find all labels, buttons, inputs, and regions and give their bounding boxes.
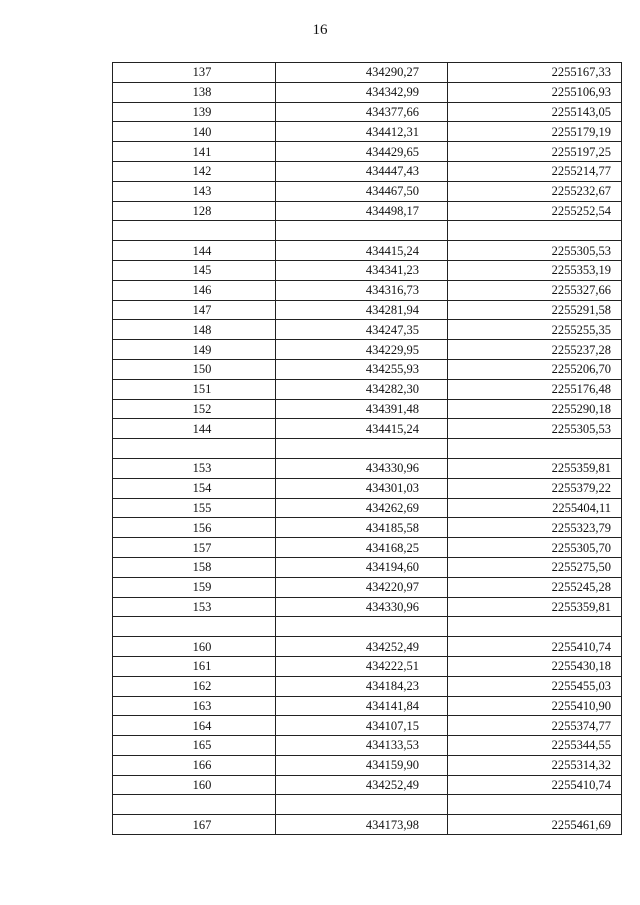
y-coordinate-cell: 2255430,18 bbox=[448, 656, 622, 676]
y-coordinate-cell: 2255410,74 bbox=[448, 775, 622, 795]
point-number-cell: 138 bbox=[113, 82, 276, 102]
y-coordinate-cell: 2255143,05 bbox=[448, 102, 622, 122]
x-coordinate-cell: 434222,51 bbox=[276, 656, 448, 676]
x-coordinate-cell: 434316,73 bbox=[276, 280, 448, 300]
y-coordinate-cell: 2255314,32 bbox=[448, 755, 622, 775]
y-coordinate-cell bbox=[448, 795, 622, 815]
table-row bbox=[113, 577, 622, 597]
point-number-cell: 164 bbox=[113, 716, 276, 736]
table-row bbox=[113, 419, 622, 439]
x-coordinate-cell: 434247,35 bbox=[276, 320, 448, 340]
y-coordinate-cell bbox=[448, 617, 622, 637]
table-row bbox=[113, 557, 622, 577]
x-coordinate-cell: 434301,03 bbox=[276, 478, 448, 498]
x-coordinate-cell: 434159,90 bbox=[276, 755, 448, 775]
table-row bbox=[113, 122, 622, 142]
x-coordinate-cell: 434391,48 bbox=[276, 399, 448, 419]
table-row bbox=[113, 815, 622, 835]
x-coordinate-cell: 434107,15 bbox=[276, 716, 448, 736]
x-coordinate-cell: 434133,53 bbox=[276, 736, 448, 756]
x-coordinate-cell: 434342,99 bbox=[276, 82, 448, 102]
y-coordinate-cell bbox=[448, 221, 622, 241]
x-coordinate-cell: 434184,23 bbox=[276, 676, 448, 696]
separator-row bbox=[113, 617, 622, 637]
point-number-cell: 146 bbox=[113, 280, 276, 300]
y-coordinate-cell: 2255176,48 bbox=[448, 379, 622, 399]
table-row bbox=[113, 498, 622, 518]
x-coordinate-cell: 434467,50 bbox=[276, 181, 448, 201]
point-number-cell: 159 bbox=[113, 577, 276, 597]
y-coordinate-cell: 2255206,70 bbox=[448, 359, 622, 379]
x-coordinate-cell: 434252,49 bbox=[276, 775, 448, 795]
table-row bbox=[113, 597, 622, 617]
x-coordinate-cell: 434377,66 bbox=[276, 102, 448, 122]
table-row bbox=[113, 260, 622, 280]
y-coordinate-cell: 2255359,81 bbox=[448, 597, 622, 617]
x-coordinate-cell: 434412,31 bbox=[276, 122, 448, 142]
table-row bbox=[113, 538, 622, 558]
table-row bbox=[113, 320, 622, 340]
point-number-cell: 143 bbox=[113, 181, 276, 201]
y-coordinate-cell: 2255275,50 bbox=[448, 557, 622, 577]
x-coordinate-cell: 434185,58 bbox=[276, 518, 448, 538]
y-coordinate-cell: 2255106,93 bbox=[448, 82, 622, 102]
page-number: 16 bbox=[312, 22, 328, 38]
table-row bbox=[113, 478, 622, 498]
coordinates-table bbox=[112, 62, 622, 835]
y-coordinate-cell: 2255167,33 bbox=[448, 63, 622, 83]
y-coordinate-cell: 2255252,54 bbox=[448, 201, 622, 221]
y-coordinate-cell: 2255179,19 bbox=[448, 122, 622, 142]
table-row bbox=[113, 241, 622, 261]
y-coordinate-cell: 2255214,77 bbox=[448, 161, 622, 181]
x-coordinate-cell: 434330,96 bbox=[276, 458, 448, 478]
table-row bbox=[113, 82, 622, 102]
x-coordinate-cell: 434220,97 bbox=[276, 577, 448, 597]
x-coordinate-cell bbox=[276, 439, 448, 459]
table-row bbox=[113, 379, 622, 399]
point-number-cell: 151 bbox=[113, 379, 276, 399]
y-coordinate-cell: 2255455,03 bbox=[448, 676, 622, 696]
y-coordinate-cell: 2255327,66 bbox=[448, 280, 622, 300]
y-coordinate-cell: 2255245,28 bbox=[448, 577, 622, 597]
x-coordinate-cell: 434229,95 bbox=[276, 340, 448, 360]
y-coordinate-cell: 2255237,28 bbox=[448, 340, 622, 360]
x-coordinate-cell: 434341,23 bbox=[276, 260, 448, 280]
separator-row bbox=[113, 795, 622, 815]
y-coordinate-cell: 2255410,74 bbox=[448, 637, 622, 657]
point-number-cell bbox=[113, 439, 276, 459]
y-coordinate-cell bbox=[448, 439, 622, 459]
table-row bbox=[113, 656, 622, 676]
x-coordinate-cell: 434330,96 bbox=[276, 597, 448, 617]
point-number-cell: 152 bbox=[113, 399, 276, 419]
y-coordinate-cell: 2255305,53 bbox=[448, 419, 622, 439]
point-number-cell: 160 bbox=[113, 775, 276, 795]
point-number-cell: 162 bbox=[113, 676, 276, 696]
table-row bbox=[113, 161, 622, 181]
table-row bbox=[113, 458, 622, 478]
point-number-cell: 140 bbox=[113, 122, 276, 142]
x-coordinate-cell: 434262,69 bbox=[276, 498, 448, 518]
point-number-cell: 147 bbox=[113, 300, 276, 320]
point-number-cell: 141 bbox=[113, 142, 276, 162]
x-coordinate-cell bbox=[276, 617, 448, 637]
table-row bbox=[113, 676, 622, 696]
point-number-cell: 160 bbox=[113, 637, 276, 657]
point-number-cell: 157 bbox=[113, 538, 276, 558]
x-coordinate-cell bbox=[276, 795, 448, 815]
x-coordinate-cell: 434429,65 bbox=[276, 142, 448, 162]
y-coordinate-cell: 2255290,18 bbox=[448, 399, 622, 419]
y-coordinate-cell: 2255353,19 bbox=[448, 260, 622, 280]
y-coordinate-cell: 2255344,55 bbox=[448, 736, 622, 756]
y-coordinate-cell: 2255291,58 bbox=[448, 300, 622, 320]
point-number-cell: 165 bbox=[113, 736, 276, 756]
table-row bbox=[113, 300, 622, 320]
point-number-cell bbox=[113, 617, 276, 637]
separator-row bbox=[113, 439, 622, 459]
table-row bbox=[113, 63, 622, 83]
point-number-cell: 139 bbox=[113, 102, 276, 122]
y-coordinate-cell: 2255323,79 bbox=[448, 518, 622, 538]
table-row bbox=[113, 181, 622, 201]
point-number-cell bbox=[113, 795, 276, 815]
point-number-cell: 142 bbox=[113, 161, 276, 181]
point-number-cell: 144 bbox=[113, 241, 276, 261]
y-coordinate-cell: 2255379,22 bbox=[448, 478, 622, 498]
coordinates-table-body bbox=[113, 63, 622, 835]
table-row bbox=[113, 280, 622, 300]
y-coordinate-cell: 2255305,70 bbox=[448, 538, 622, 558]
table-row bbox=[113, 775, 622, 795]
point-number-cell: 166 bbox=[113, 755, 276, 775]
table-row bbox=[113, 201, 622, 221]
y-coordinate-cell: 2255359,81 bbox=[448, 458, 622, 478]
separator-row bbox=[113, 221, 622, 241]
x-coordinate-cell: 434415,24 bbox=[276, 419, 448, 439]
x-coordinate-cell: 434282,30 bbox=[276, 379, 448, 399]
y-coordinate-cell: 2255305,53 bbox=[448, 241, 622, 261]
point-number-cell: 154 bbox=[113, 478, 276, 498]
point-number-cell: 158 bbox=[113, 557, 276, 577]
x-coordinate-cell: 434498,17 bbox=[276, 201, 448, 221]
x-coordinate-cell: 434447,43 bbox=[276, 161, 448, 181]
x-coordinate-cell: 434168,25 bbox=[276, 538, 448, 558]
x-coordinate-cell: 434141,84 bbox=[276, 696, 448, 716]
point-number-cell: 145 bbox=[113, 260, 276, 280]
point-number-cell: 161 bbox=[113, 656, 276, 676]
x-coordinate-cell: 434415,24 bbox=[276, 241, 448, 261]
point-number-cell: 167 bbox=[113, 815, 276, 835]
point-number-cell: 150 bbox=[113, 359, 276, 379]
point-number-cell: 144 bbox=[113, 419, 276, 439]
table-row bbox=[113, 736, 622, 756]
y-coordinate-cell: 2255255,35 bbox=[448, 320, 622, 340]
y-coordinate-cell: 2255404,11 bbox=[448, 498, 622, 518]
x-coordinate-cell: 434173,98 bbox=[276, 815, 448, 835]
table-row bbox=[113, 359, 622, 379]
point-number-cell: 149 bbox=[113, 340, 276, 360]
table-row bbox=[113, 102, 622, 122]
x-coordinate-cell: 434290,27 bbox=[276, 63, 448, 83]
table-row bbox=[113, 518, 622, 538]
point-number-cell bbox=[113, 221, 276, 241]
y-coordinate-cell: 2255374,77 bbox=[448, 716, 622, 736]
point-number-cell: 156 bbox=[113, 518, 276, 538]
point-number-cell: 148 bbox=[113, 320, 276, 340]
point-number-cell: 128 bbox=[113, 201, 276, 221]
table-row bbox=[113, 637, 622, 657]
table-row bbox=[113, 755, 622, 775]
point-number-cell: 155 bbox=[113, 498, 276, 518]
point-number-cell: 153 bbox=[113, 597, 276, 617]
y-coordinate-cell: 2255461,69 bbox=[448, 815, 622, 835]
x-coordinate-cell: 434252,49 bbox=[276, 637, 448, 657]
y-coordinate-cell: 2255410,90 bbox=[448, 696, 622, 716]
table-row bbox=[113, 142, 622, 162]
table-row bbox=[113, 716, 622, 736]
x-coordinate-cell: 434255,93 bbox=[276, 359, 448, 379]
point-number-cell: 153 bbox=[113, 458, 276, 478]
x-coordinate-cell: 434281,94 bbox=[276, 300, 448, 320]
table-row bbox=[113, 399, 622, 419]
x-coordinate-cell bbox=[276, 221, 448, 241]
y-coordinate-cell: 2255197,25 bbox=[448, 142, 622, 162]
y-coordinate-cell: 2255232,67 bbox=[448, 181, 622, 201]
point-number-cell: 163 bbox=[113, 696, 276, 716]
x-coordinate-cell: 434194,60 bbox=[276, 557, 448, 577]
point-number-cell: 137 bbox=[113, 63, 276, 83]
table-row bbox=[113, 340, 622, 360]
table-row bbox=[113, 696, 622, 716]
